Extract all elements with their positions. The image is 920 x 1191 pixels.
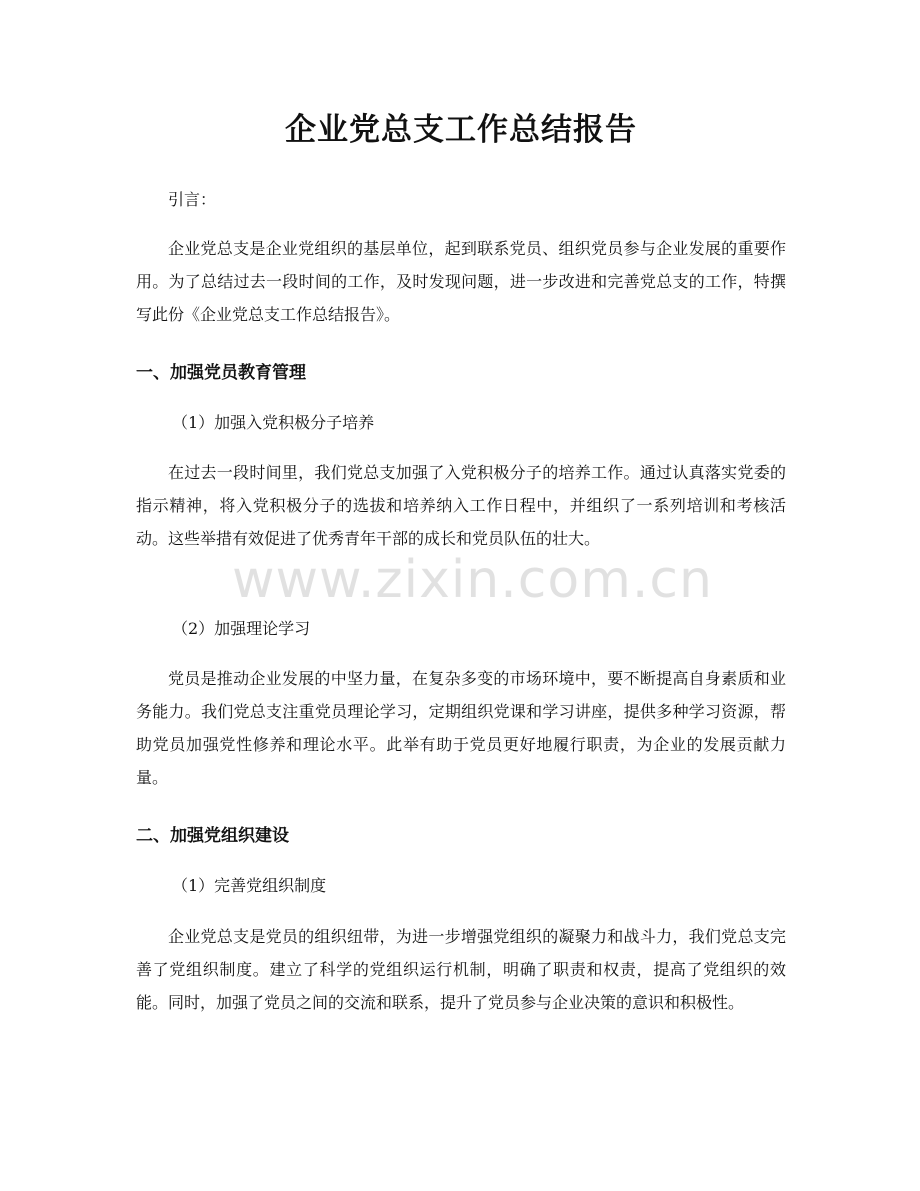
intro-label: 引言： — [168, 190, 217, 209]
section-heading-1: 一、加强党员教育管理 — [136, 363, 306, 383]
subsection-heading-2-1: （1）完善党组织制度 — [172, 876, 327, 895]
subsection-paragraph-1-1: 在过去一段时间里，我们党总支加强了入党积极分子的培养工作。通过认真落实党委的指示精神，将入党积极分子的选拔和培养纳入工作日程中，并组织了一系列培训和考核活动。这些举措有效促进了优秀青年干部的成长和党员队伍的壮大。 — [136, 463, 786, 548]
subsection-heading-1-1: （1）加强入党积极分子培养 — [172, 413, 375, 432]
watermark: www.zixin.com.cn — [232, 550, 713, 610]
subsection-heading-1-2: （2）加强理论学习 — [172, 619, 311, 638]
document-title: 企业党总支工作总结报告 — [285, 112, 637, 148]
intro-paragraph: 企业党总支是企业党组织的基层单位，起到联系党员、组织党员参与企业发展的重要作用。为了总结过去一段时间的工作，及时发现问题，进一步改进和完善党总支的工作，特撰写此份《企业党总支工作总结报告》。 — [136, 239, 786, 324]
subsection-paragraph-1-2: 党员是推动企业发展的中坚力量，在复杂多变的市场环境中，要不断提高自身素质和业务能力。我们党总支注重党员理论学习，定期组织党课和学习讲座，提供多种学习资源，帮助党员加强党性修养和理论水平。此举有助于党员更好地履行职责，为企业的发展贡献力量。 — [136, 669, 786, 787]
section-heading-2: 二、加强党组织建设 — [136, 826, 289, 846]
subsection-paragraph-2-1: 企业党总支是党员的组织纽带，为进一步增强党组织的凝聚力和战斗力，我们党总支完善了党组织制度。建立了科学的党组织运行机制，明确了职责和权责，提高了党组织的效能。同时，加强了党员之间的交流和联系，提升了党员参与企业决策的意识和积极性。 — [136, 927, 786, 1012]
